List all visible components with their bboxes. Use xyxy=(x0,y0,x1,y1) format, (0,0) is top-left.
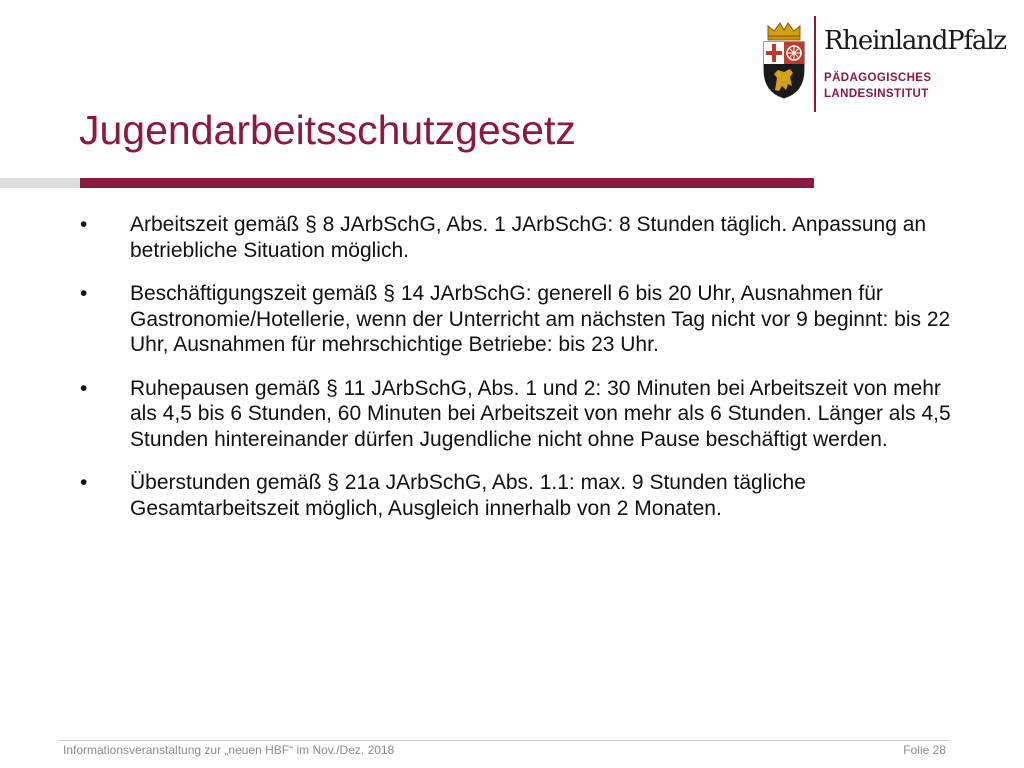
institution-logo xyxy=(760,16,1006,112)
bullet-marker: • xyxy=(80,471,88,494)
bullet-item-overtime xyxy=(80,470,960,521)
coat-of-arms-icon xyxy=(760,20,808,100)
slide-title: Jugendarbeitsschutzgesetz xyxy=(79,107,576,153)
bullet-item-working-hours xyxy=(80,212,960,263)
bullet-list xyxy=(80,212,960,539)
bullet-text: Beschäftigungszeit gemäß § 14 JArbSchG: generell 6 bis 20 Uhr, Ausnahmen für Gastronomie/Hotellerie, wenn der Unterricht am nächsten Tag nicht vor 9 beginnt: bis 22 Uhr, Ausnahmen für mehrschichtige Betriebe: bis 23 Uhr. xyxy=(130,282,951,356)
bullet-marker: • xyxy=(80,213,88,236)
logo-subline-1: PÄDAGOGISCHES xyxy=(824,72,932,84)
bullet-marker: • xyxy=(80,282,88,305)
bullet-marker: • xyxy=(80,376,88,400)
logo-subline-2: LANDESINSTITUT xyxy=(824,88,929,100)
bullet-text: Überstunden gemäß § 21a JArbSchG, Abs. 1.1: max. 9 Stunden tägliche Gesamtarbeitszeit möglich, Ausgleich innerhalb von 2 Monaten. xyxy=(130,471,806,520)
footer-divider xyxy=(58,740,950,741)
logo-divider xyxy=(814,16,816,112)
logo-wordmark: RheinlandPfalz xyxy=(824,26,1006,56)
bullet-item-employment-time xyxy=(80,281,960,358)
bullet-text: Ruhepausen gemäß § 11 JArbSchG, Abs. 1 und 2: 30 Minuten bei Arbeitszeit von mehr als 4,5 bis 6 Stunden, 60 Minuten bei Arbeitszeit von mehr als 6 Stunden. Länger als 4,5 Stunden hintereinander dürfen Jugendliche nicht ohne Pause beschäftigt werden. xyxy=(130,376,951,451)
title-rule-grey xyxy=(0,178,80,188)
footer-event-text: Informationsveranstaltung zur „neuen HBF“ im Nov./Dez. 2018 xyxy=(63,743,395,757)
bullet-text: Arbeitszeit gemäß § 8 JArbSchG, Abs. 1 JArbSchG: 8 Stunden täglich. Anpassung an betriebliche Situation möglich. xyxy=(130,213,927,262)
bullet-item-rest-breaks xyxy=(80,376,960,453)
footer-page-number: Folie 28 xyxy=(903,743,946,757)
title-rule-accent xyxy=(80,178,814,188)
